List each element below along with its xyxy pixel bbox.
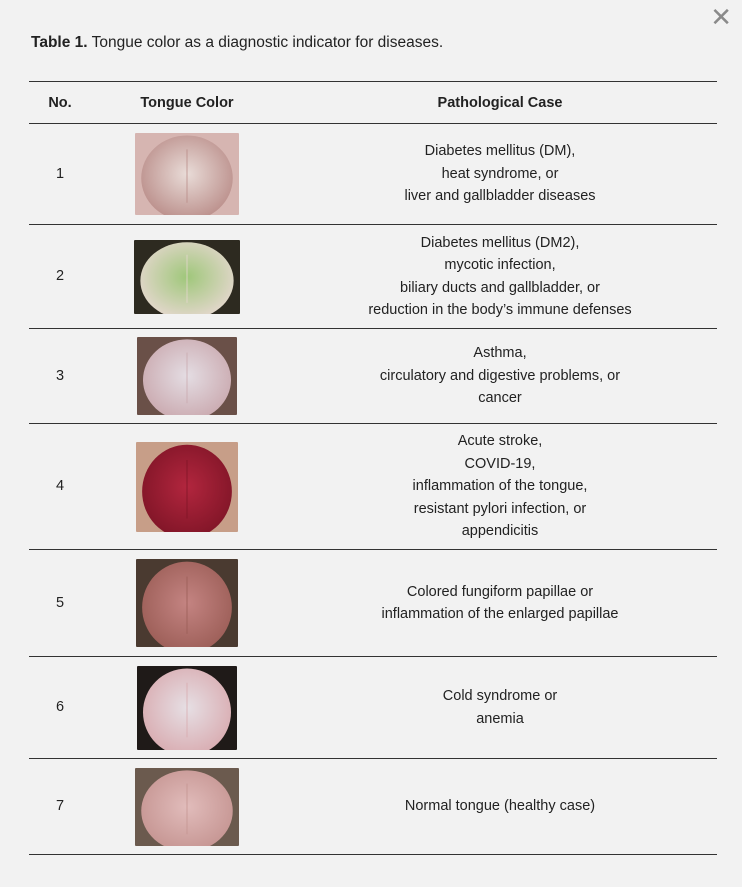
case-text-line: heat syndrome, or (441, 165, 559, 182)
pathological-case-cell (283, 759, 717, 855)
row-number: 2 (55, 268, 65, 285)
caption-text: Tongue color as a diagnostic indicator for diseases. (87, 34, 444, 51)
table-header (29, 82, 717, 124)
row-number: 7 (55, 798, 65, 815)
tongue-color-cell (91, 424, 283, 550)
table-row (29, 424, 717, 550)
case-text-line: Diabetes mellitus (DM2), (420, 234, 580, 251)
pathological-case-cell (283, 550, 717, 657)
case-text-line: Cold syndrome or (442, 688, 558, 704)
tongue-photo-5 (136, 559, 238, 647)
pathological-case-cell (283, 657, 717, 759)
tongue-color-cell (91, 124, 283, 225)
row-number: 5 (55, 594, 65, 611)
case-text-line: biliary ducts and gallbladder, or (400, 279, 600, 296)
tongue-color-table (29, 81, 717, 855)
case-text-line: resistant pylori infection, or (413, 500, 587, 517)
table-row (29, 124, 717, 225)
table-row (29, 759, 717, 855)
tongue-photo-1 (135, 133, 239, 215)
tongue-color-cell (91, 657, 283, 759)
tongue-photo-6 (137, 666, 237, 750)
case-text-line: liver and gallbladder diseases (404, 188, 596, 205)
table-caption (31, 34, 443, 52)
pathological-case-cell (283, 329, 717, 424)
header-no: No. (48, 94, 72, 111)
table-row (29, 225, 717, 329)
table-body (29, 124, 717, 855)
tongue-photo-7 (135, 768, 239, 846)
pathological-case-cell (283, 124, 717, 225)
case-text-line: cancer (478, 390, 522, 407)
row-number: 6 (55, 699, 65, 716)
pathological-case-cell (283, 225, 717, 329)
tongue-photo-2 (134, 240, 240, 314)
tongue-photo-3 (137, 337, 237, 415)
table-row (29, 329, 717, 424)
case-text-line: Asthma, (473, 345, 527, 362)
case-text-line: inflammation of the enlarged papillae (381, 606, 619, 622)
case-text-line: anemia (476, 710, 524, 727)
tongue-color-cell (91, 225, 283, 329)
pathological-case-cell (283, 424, 717, 550)
case-text-line: Acute stroke, (457, 433, 543, 450)
case-text-line: appendicitis (461, 523, 539, 540)
row-number: 3 (55, 367, 65, 384)
tongue-color-cell (91, 759, 283, 855)
case-text-line: mycotic infection, (444, 257, 556, 273)
case-text-line: circulatory and digestive problems, or (379, 367, 621, 384)
row-number: 1 (55, 165, 65, 182)
case-text-line: inflammation of the tongue, (412, 478, 588, 495)
close-icon[interactable]: ✕ (710, 2, 732, 32)
case-text-line: reduction in the body’s immune defenses (368, 302, 632, 318)
case-text-line: COVID-19, (464, 455, 536, 472)
case-text-line: Colored fungiform papillae or (406, 583, 594, 600)
case-text-line: Normal tongue (healthy case) (404, 798, 596, 815)
header-pathological-case: Pathological Case (437, 94, 563, 111)
tongue-photo-4 (136, 442, 238, 532)
table-row (29, 550, 717, 657)
table-row (29, 657, 717, 759)
tongue-color-cell (91, 550, 283, 657)
header-row (29, 82, 717, 124)
case-text-line: Diabetes mellitus (DM), (424, 143, 576, 160)
header-tongue-color: Tongue Color (140, 94, 234, 111)
row-number: 4 (55, 478, 65, 495)
tongue-color-cell (91, 329, 283, 424)
caption-label: Table 1. (31, 34, 88, 51)
